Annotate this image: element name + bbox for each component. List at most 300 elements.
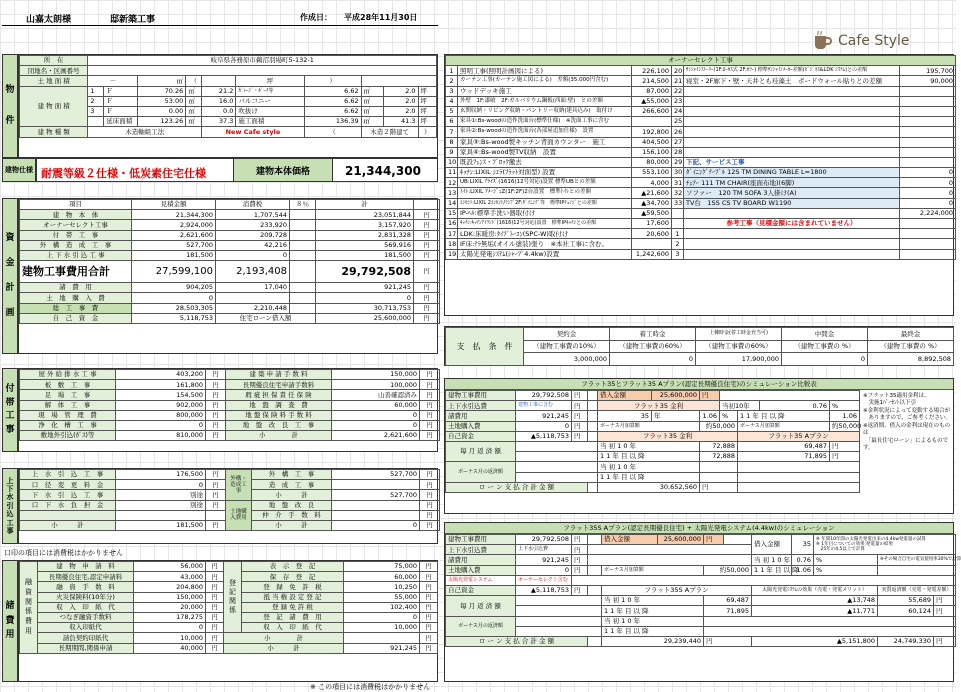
bonus-value: 約50,000 [700, 421, 738, 431]
yen-unit: 円 [206, 562, 224, 572]
option-item: ｻﾝｼｬｲﾝｽﾄｰﾘｰ(1F:ﾛｰｶｽ式 2F:ｶﾗｰ) 標準ｻﾝｼｬｲﾝﾒｰｶｰ差額(ﾋﾞｼﾞﾈｽ&LDK ｼｽﾃﾑ)との差額 [684, 66, 900, 76]
label-land-area: 土 地 面 積 [20, 76, 88, 86]
pct-unit: % [830, 401, 860, 411]
payment-value: 8,892,508 [868, 353, 954, 366]
sim-label: 上下水引込費 [446, 545, 516, 555]
note-line: 25年の4.5以上で計算 [816, 547, 865, 553]
misc-value: 43,000 [134, 572, 206, 582]
payment-label: 支 払 条 件 [446, 328, 524, 366]
option-value [900, 86, 956, 96]
misc-item: 登 録 免 許 税 [242, 582, 344, 592]
property-table [18, 54, 438, 158]
inc-item: 小 計 [226, 431, 332, 441]
sim-note: 上下水引込費 [516, 545, 572, 555]
inc-item: 浄 化 槽 工 事 [20, 420, 116, 430]
row-no: 33 [672, 198, 684, 208]
bonus-value: 約50,000 [830, 421, 860, 431]
yen-unit: 円 [420, 562, 438, 572]
misc-value: 40,000 [134, 643, 206, 653]
yen-unit: 円 [830, 452, 860, 462]
option-value: 0 [900, 198, 956, 208]
misc-table [18, 560, 438, 682]
option-item [684, 229, 900, 239]
project-title: 邸新築工事 [110, 15, 156, 25]
sim-label: 1 1 年 目 以 降 [738, 411, 830, 421]
floor-area: 0.00 [138, 106, 186, 116]
sim-label: 諸費用 [446, 411, 516, 421]
payment-value: 0 [782, 353, 868, 366]
loan-fee-group-label: 融資関係費用 [20, 562, 38, 654]
sim-label: 土地購入費 [446, 421, 516, 431]
fund-item: 建 物 本 体 [20, 210, 132, 220]
misc-item: 保 存 登 記 [242, 572, 344, 582]
yen-unit: 円 [206, 480, 226, 490]
bonus-label: ボーナス月の返済額 [446, 616, 516, 636]
inc-item: 現 場 管 理 費 [20, 410, 116, 420]
sim-value: 0 [516, 565, 572, 575]
fund-est: 2,924,000 [132, 220, 216, 230]
water-item: 下 水 引 込 工 事 [20, 490, 116, 500]
misc-value: 204,800 [134, 582, 206, 592]
extra-unit: ㎡ [361, 106, 384, 116]
water-item: 小 計 [252, 520, 332, 530]
yen-unit: 円 [572, 411, 588, 421]
monthly-value: 71,895 [738, 452, 830, 462]
row-no: 8 [446, 137, 458, 147]
payment-value: 17,900,000 [696, 353, 782, 366]
option-item: 家具①:Bs-woodの造作洗面台(標準仕様) ※洗面工事に含む [458, 117, 632, 127]
inc-item: 瑕 疵 担 保 責 任 保 険 [226, 390, 332, 400]
rate-value: 0.76 [760, 401, 830, 411]
row-no: 16 [446, 219, 458, 229]
misc-item: つなぎ融資手数料 [38, 612, 134, 622]
fund-item: 総 工 事 費 [20, 303, 132, 313]
bonus-label: ボーナス月の返済額 [446, 462, 516, 482]
option-item [684, 106, 900, 116]
header-bar [2, 8, 438, 26]
col-total: 計 [316, 200, 414, 210]
inc-item: 地 盤 調 査 費 [226, 400, 332, 410]
floor-tsubo: 21.2 [202, 86, 236, 96]
floor-tsubo: 16.0 [202, 96, 236, 106]
misc-value: 20,000 [134, 602, 206, 612]
option-value: ▲21,600 [632, 188, 672, 198]
water-item [20, 510, 116, 520]
row-no: 31 [672, 178, 684, 188]
water-value: 176,500 [116, 470, 206, 480]
incidental-side-label: 付 帯 工 事 [2, 368, 18, 452]
option-value [900, 137, 956, 147]
sim-label: 1 1 年 目 以 降 [752, 565, 792, 575]
row-no: 25 [672, 117, 684, 127]
col-estimate: 見積金額 [132, 200, 216, 210]
floor-unit: ㎡ [186, 117, 202, 127]
monthly-value: 69,487 [738, 441, 830, 451]
year-unit: 年 [652, 411, 700, 421]
floor-unit: ㎡ [186, 96, 202, 106]
inc-item: 足 場 工 事 [20, 390, 116, 400]
sim-value: 0 [516, 421, 572, 431]
row-no: 32 [672, 188, 684, 198]
yen-unit: 円 [420, 490, 440, 500]
misc-item: 建 物 申 請 料 [38, 562, 134, 572]
water-value: 0 [332, 520, 420, 530]
option-item [684, 249, 900, 259]
inc-item: 屋 外 給 排 水 工 事 [20, 370, 116, 380]
fund-est: 904,205 [132, 283, 216, 293]
rate-value: 1.06 [700, 411, 720, 421]
yen-unit: 円 [704, 535, 724, 545]
option-item: 玄関収納・リビング収納・パントリー収納(建具込み) 取付け [458, 106, 632, 116]
pct-unit: % [814, 565, 878, 575]
option-item [684, 147, 900, 157]
years-value: 35 [792, 535, 814, 555]
option-value: 404,500 [632, 137, 672, 147]
misc-value: 60,000 [344, 572, 420, 582]
yen-unit: 円 [206, 612, 224, 622]
sim-label: 建物工事費用 [446, 391, 516, 401]
fund-est: 28,503,305 [132, 303, 216, 313]
extra-area: 6.62 [304, 96, 361, 106]
row-no: 17 [446, 229, 458, 239]
misc-item: 収 入 印 紙 代 [38, 602, 134, 612]
option-value [900, 239, 956, 249]
row-no: 29 [672, 157, 684, 167]
yen-unit: 円 [420, 582, 438, 592]
years-value: 35 [598, 411, 652, 421]
sim-label: ボーナス月加算額 [602, 565, 704, 575]
sim-label: 1 1 年 目 以 降 [598, 452, 700, 462]
option-value: ▲55,000 [632, 96, 672, 106]
misc-item: 融 資 手 数 料 [38, 582, 134, 592]
cafe-style-logo [812, 30, 910, 52]
sim-label: 1 1 年 目 以 降 [598, 472, 700, 482]
note-line: ※ 1年目についての効果:発電量の結果 [816, 542, 893, 548]
inc-value: 161,800 [116, 380, 206, 390]
note-line: 「最長住宅ローン」によるものです。 [863, 437, 949, 451]
inc-value: 0 [116, 420, 206, 430]
row-no: 27 [672, 137, 684, 147]
solar-value: ▲13,748 [752, 596, 878, 606]
loan-total-label: ロ ー ン 支 払 合 計 金 額 [446, 636, 588, 646]
fund-tax: 42,216 [216, 240, 290, 250]
misc-item: 収 入 印 紙 代 [242, 623, 344, 633]
spec-side-label: 建物仕様 [2, 158, 36, 182]
solar-total-value: ▲5,151,800 [752, 636, 878, 646]
sim-label: 1 1 年 目 以 降 [602, 626, 704, 636]
option-value: 553,100 [632, 168, 672, 178]
misc-value: 56,000 [134, 562, 206, 572]
row-no: 1 [672, 229, 684, 239]
sim-label: 土地購入費 [446, 565, 516, 575]
loan-amount: 25,600,000 [316, 313, 414, 323]
total-est: 27,599,100 [132, 261, 216, 283]
yen-unit: 円 [572, 421, 588, 431]
sim2-title: フラット35S Aプラン(認定長期優良住宅) + 太陽光発電システム(4.4kw)のシミュレーション [445, 523, 953, 534]
land-area-value: － [88, 76, 138, 86]
model-name: New Cafe style [202, 127, 304, 137]
solar-value: ▲11,771 [752, 606, 878, 616]
extra-label: 施工面積 [236, 117, 304, 127]
paren-open: （ [304, 127, 361, 137]
fund-total: 181,500 [316, 250, 414, 260]
fund-item: 外 構 造 成 工 事 [20, 240, 132, 250]
water-value [332, 500, 420, 510]
sim-label: 当初10年 [720, 401, 760, 411]
floor-label: 延床面積 [104, 117, 138, 127]
sim-label: 当 初 1 0 年 [602, 616, 704, 626]
yen-unit: 円 [572, 565, 588, 575]
fund-est: 21,344,300 [132, 210, 216, 220]
fund-total: 569,916 [316, 240, 414, 250]
option-item [684, 239, 900, 249]
water-value: 527,700 [332, 470, 420, 480]
row-no: 9 [446, 147, 458, 157]
option-item: 家具④:Bs-wood製TV収納 設置 [458, 147, 632, 157]
misc-item: 小 計 [224, 633, 344, 643]
pct-unit: % [720, 411, 738, 421]
yen-unit: 円 [414, 303, 440, 313]
option-item [684, 127, 900, 137]
inc-value: 60,000 [332, 400, 420, 410]
payment-col-header: 着工時金 [610, 328, 696, 341]
yen-unit: 円 [420, 410, 440, 420]
sim1-title: フラット35とフラット35 Aプラン(認定長期優良住宅)のシミュレーション比較表 [445, 379, 953, 390]
loan-total-value: 29,239,440 [602, 636, 704, 646]
loan-label: 住宅ローン借入額 [216, 313, 316, 323]
floor-no: 1 [88, 86, 104, 96]
option-item: 家具②:Bs-woodの造作洗面台(各部屋追加仕様) 設置 [458, 127, 632, 137]
option-value [900, 106, 956, 116]
floor-tsubo: 0.0 [202, 106, 236, 116]
option-item: 照明工事(照明計画図による) [458, 66, 632, 76]
yen-unit: 円 [704, 636, 752, 646]
water-item: 仲 介 手 数 料 [252, 510, 332, 520]
monthly-value: 72,888 [700, 452, 738, 462]
fund-item: 自 己 資 金 [20, 313, 132, 323]
yen-unit: 円 [206, 592, 224, 602]
option-item [684, 96, 900, 106]
option-value: 226,100 [632, 66, 672, 76]
option-item: IF床:ﾅﾗ無垢(オイル塗装)張り ※本社工事に含む。 [458, 239, 632, 249]
misc-item: 小 計 [224, 643, 344, 653]
registration-group-label: 登記関係 [224, 562, 242, 633]
service-item: ﾁｪｱｰ 111 TM CHAIR(座面布地)(6脚) [684, 178, 900, 188]
inc-value: 150,000 [332, 370, 420, 380]
option-value: ▲59,500 [632, 208, 672, 218]
total-tax: 2,193,408 [216, 261, 290, 283]
simulation-1 [444, 378, 954, 514]
option-item: 寝室・2F廊下・壁・天井とも珪藻土 ボードウォール貼りとの差額 [684, 76, 900, 86]
water-value [116, 510, 206, 520]
row-no: 19 [446, 249, 458, 259]
net-total-value: 24,749,330 [878, 636, 934, 646]
fund-est: 5,118,753 [132, 313, 216, 323]
total-label: 建物工事費用合計 [20, 261, 132, 283]
fund-item: 諸 費 用 [20, 283, 132, 293]
borrow-value: 25,600,000 [652, 391, 700, 401]
tsubo-unit: 坪 [418, 96, 436, 106]
misc-value: 0 [344, 612, 420, 622]
water-item: 小 計 [20, 520, 116, 530]
yen-unit: 円 [572, 431, 588, 441]
option-item: LDK:床暖房:ﾀｲﾌﾟﾄｰｺﾝ(SPC-W)取付け [458, 229, 632, 239]
fund-est: 181,500 [132, 250, 216, 260]
label-building-type: 建 物 種 類 [20, 127, 88, 137]
yen-unit: 円 [700, 391, 720, 401]
misc-item: 抵 当 権 設 定 登 記 [242, 592, 344, 602]
yen-unit: 円 [420, 480, 440, 490]
yen-unit: 円 [414, 220, 440, 230]
option-value: 214,500 [632, 76, 672, 86]
option-subtotal: 2,224,000 [900, 208, 956, 218]
inc-value: 810,000 [116, 431, 206, 441]
yen-unit: 円 [572, 391, 588, 401]
note-line: ※フラット35適用金利は、 [863, 393, 930, 399]
borrow-value: 25,600,000 [658, 535, 704, 545]
fund-est: 527,700 [132, 240, 216, 250]
sim-label: 建物工事費用 [446, 535, 516, 545]
extra-tsubo: 41.3 [384, 117, 418, 127]
yen-unit: 円 [206, 633, 224, 643]
net-value: 55,689 [878, 596, 934, 606]
yen-unit: 円 [572, 585, 588, 595]
note-line: ありますので、ご参考ください。 [863, 415, 951, 422]
inc-value: 2,621,600 [332, 431, 420, 441]
bonus-value: 約50,000 [704, 565, 752, 575]
option-value: 80,000 [632, 157, 672, 167]
yen-unit: 円 [700, 482, 738, 492]
misc-value: 921,245 [344, 643, 420, 653]
misc-value: 0 [134, 623, 206, 633]
inc-item: 敷地外引込(ｶﾞｽ)等 [20, 431, 116, 441]
misc-side-label: 諸 費 用 [2, 560, 18, 682]
extra-area: 136.39 [304, 117, 361, 127]
sim-note: 建物工事に含む [516, 401, 572, 411]
tax-note: 口印の項目には消費税はかかりません [4, 549, 123, 557]
row-no: 21 [672, 76, 684, 86]
spec-text: 耐震等級２仕様・低炭素住宅仕様 [41, 167, 206, 180]
option-item: ｷｯﾁﾝ:LIXIL ｼｴﾗ(ﾌﾗｯﾄ対面型) 設置 [458, 168, 632, 178]
row-no: 6 [446, 117, 458, 127]
yen-unit: 円 [420, 592, 438, 602]
extra-label: バルコニー [236, 96, 304, 106]
option-value: 17,600 [632, 219, 672, 229]
misc-value: 55,000 [344, 592, 420, 602]
water-item: 造 成 工 事 [252, 480, 332, 490]
loan-total-label: ロ ー ン 支 払 合 計 金 額 [446, 482, 588, 492]
inc-item: 解 体 工 事 [20, 400, 116, 410]
ext-group-label: 外構・造成工事 [226, 470, 252, 501]
extra-unit: ㎡ [361, 117, 384, 127]
payment-col-header: 契約金 [524, 328, 610, 341]
paren-open: （ [186, 76, 202, 86]
yen-unit: 円 [206, 500, 226, 510]
yen-unit: 円 [206, 380, 226, 390]
yen-unit: 円 [206, 431, 226, 441]
sim-label: 自己資金 [446, 585, 516, 595]
fund-tax: 17,040 [216, 283, 290, 293]
monthly-value: 69,487 [704, 596, 752, 606]
water-item: 小 計 [252, 490, 332, 500]
rate-header: フラット35 金利 [598, 401, 720, 411]
water-value [332, 480, 420, 490]
inc-item: 地 盤 保 険 料 手 数 料 [226, 410, 332, 420]
row-no: 12 [446, 178, 458, 188]
storeys: 木造２階建て [361, 127, 418, 137]
water-value: 527,700 [332, 490, 420, 500]
tsubo-unit: 坪 [236, 76, 304, 86]
sim-value: 921,245 [516, 411, 572, 421]
rate-value: 0.76 [792, 555, 814, 565]
misc-value [344, 633, 420, 643]
row-no: 28 [672, 147, 684, 157]
sim-note: オーナーセレクト含む [516, 575, 572, 585]
reference-heading: 参考工事（見積金額には含まれていません） [684, 219, 900, 229]
yen-unit: 円 [420, 520, 440, 530]
row-no: 30 [672, 168, 684, 178]
yen-unit: 円 [206, 490, 226, 500]
yen-unit: 円 [206, 420, 226, 430]
water-item: 外 構 工 事 [252, 470, 332, 480]
inc-value: 800,000 [116, 410, 206, 420]
option-value: 0 [900, 178, 956, 188]
option-value: 266,600 [632, 106, 672, 116]
solar-label: 太陽光発電システム [446, 575, 516, 585]
net-value: 60,124 [878, 606, 934, 616]
funds-side-label: 資 金 計 画 [2, 198, 18, 354]
fund-total: 0 [316, 293, 414, 303]
fund-est: 2,621,600 [132, 230, 216, 240]
row-no [672, 208, 684, 218]
floor-no [88, 117, 104, 127]
row-no: 20 [672, 66, 684, 76]
sim-label: ボーナス月加算額 [598, 421, 700, 431]
simulation-2 [444, 522, 961, 682]
floor-label: Ｆ [104, 96, 138, 106]
yen-unit: 円 [206, 572, 224, 582]
fund-item: 上 下 水 引 込 工 事 [20, 250, 132, 260]
sim-value: 29,792,508 [516, 535, 572, 545]
misc-item: 収入印紙代 [38, 623, 134, 633]
sim-label: 当 初 1 0 年 [598, 441, 700, 451]
date-value: 平成28年11月30日 [344, 13, 418, 22]
fund-total: 921,245 [316, 283, 414, 293]
monthly-label: 毎 月 返 済 額 [446, 596, 516, 616]
option-item: 外壁 1F:漆喰 2F:ガルバリウム鋼板(西面:壁) との差額 [458, 96, 632, 106]
water-value: 別途 [116, 490, 206, 500]
water-table [18, 468, 438, 544]
sim-label: 当 初 1 0 年 [602, 596, 704, 606]
option-value: 0 [900, 168, 956, 178]
option-item [684, 208, 900, 218]
inc-value: 100,000 [332, 380, 420, 390]
payment-col-sub: （建物工事費の %） [868, 340, 954, 353]
service-item: TV台 1SS CS TV BOARD W1190 [684, 198, 900, 208]
yen-unit: 円 [934, 636, 956, 646]
option-value [900, 229, 956, 239]
option-value: 192,800 [632, 127, 672, 137]
sim-label: ボーナス月加算額 [738, 421, 830, 431]
misc-item: 登 記 諸 費 用 [242, 612, 344, 622]
note-line: ※金利状況によって変動する場合が [863, 407, 951, 414]
option-item: 既設ﾌｪﾝｽ・ﾌﾞﾛｯｸ撤去 [458, 157, 632, 167]
yen-unit: 円 [414, 261, 440, 283]
option-item: カーテン工事(カーテン施工図による) 差額(35.000円含む) [458, 76, 632, 86]
row-no: 13 [446, 188, 458, 198]
option-item: 家具③:Bs-wood製キッチン背面カウンター 施工 [458, 137, 632, 147]
yen-unit: 円 [420, 612, 438, 622]
